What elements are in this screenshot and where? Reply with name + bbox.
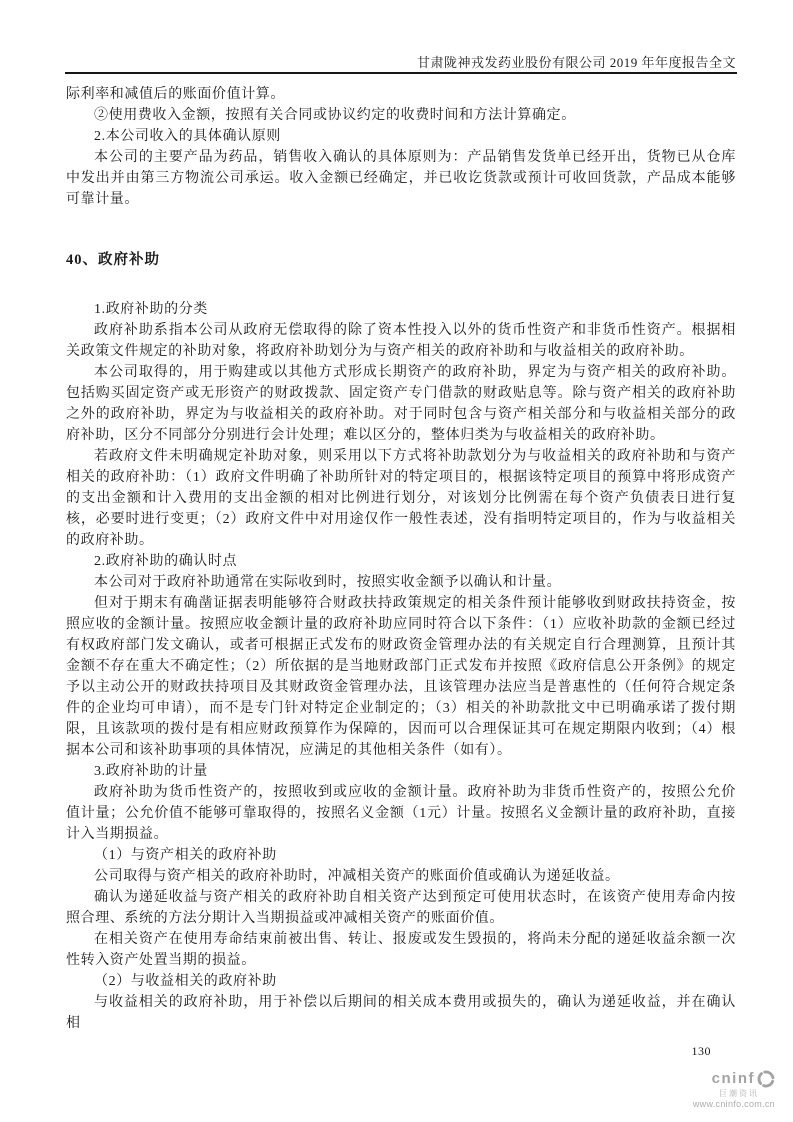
paragraph: 际利率和减值后的账面价值计算。 [66,87,285,102]
document-body [66,84,736,1034]
paragraph: 2.本公司收入的具体确认原则 [94,129,281,144]
paragraph: （1）与资产相关的政府补助 [94,848,277,863]
paragraph: 若政府文件未明确规定补助对象，则采用以下方式将补助款划分为与收益相关的政府补助和与资产相关的政府补助：（1）政府文件明确了补助所针对的特定项目的，根据该特定项目的预算中将形成资产的支出金额和计入费用的支出金额的相对比例进行划分，对该划分比例需在每个资产负债表日进行复核，必要时进行变更；（2）政府文件中对用途仅作一般性表述，没有指明特定项目的，作为与收益相关的政府补助。 [66,449,736,548]
paragraph: 3.政府补助的计量 [94,764,208,779]
paragraph: 在相关资产在使用寿命结束前被出售、转让、报废或发生毁损的，将尚未分配的递延收益余额一次性转入资产处置当期的损益。 [66,932,736,968]
paragraph: 2.政府补助的确认时点 [94,554,238,569]
paragraph: 1.政府补助的分类 [94,302,208,317]
paragraph: 确认为递延收益与资产相关的政府补助自相关资产达到预定可使用状态时，在该资产使用寿命内按照合理、系统的方法分期计入当期损益或冲减相关资产的账面价值。 [66,890,736,926]
paragraph: 政府补助为货币性资产的，按照收到或应收的金额计量。政府补助为非货币性资产的，按照公允价值计量；公允价值不能够可靠取得的，按照名义金额（1元）计量。按照名义金额计量的政府补助，直接计入当期损益。 [66,785,736,842]
paragraph: 与收益相关的政府补助，用于补偿以后期间的相关成本费用或损失的，确认为递延收益，并在确认相 [66,995,736,1031]
cninfo-swirl-icon [757,1070,775,1088]
paragraph: 政府补助系指本公司从政府无偿取得的除了资本性投入以外的货币性资产和非货币性资产。根据相关政策文件规定的补助对象，将政府补助划分为与资产相关的政府补助和与收益相关的政府补助。 [66,323,736,359]
paragraph: 本公司的主要产品为药品，销售收入确认的具体原则为：产品销售发货单已经开出，货物已从仓库中发出并由第三方物流公司承运。收入金额已经确定，并已收讫货款或预计可收回货款，产品成本能够可靠计量。 [66,150,736,207]
paragraph: ②使用费收入金额，按照有关合同或协议约定的收费时间和方法计算确定。 [94,108,576,123]
header-title: 甘肃陇神戎发药业股份有限公司 2019 年年度报告全文 [416,55,736,70]
cninfo-url: www.cninfo.com.cn [692,1099,775,1109]
cninfo-brand-text: cninf [711,1070,755,1087]
paragraph: 本公司取得的，用于购建或以其他方式形成长期资产的政府补助，界定为与资产相关的政府补助。包括购买固定资产或无形资产的财政拨款、固定资产专门借款的财政贴息等。除与资产相关的政府补助之外的政府补助，界定为与收益相关的政府补助。对于同时包含与资产相关部分和与收益相关部分的政府补助，区分不同部分分别进行会计处理；难以区分的，整体归类为与收益相关的政府补助。 [66,365,736,443]
paragraph: 但对于期末有确凿证据表明能够符合财政扶持政策规定的相关条件预计能够收到财政扶持资金，按照应收的金额计量。按照应收金额计量的政府补助应同时符合以下条件：（1）应收补助款的金额已经过有权政府部门发文确认，或者可根据正式发布的财政资金管理办法的有关规定自行合理测算，且预计其金额不存在重大不确定性；（2）所依据的是当地财政部门正式发布并按照《政府信息公开条例》的规定予以主动公开的财政扶持项目及其财政资金管理办法，且该管理办法应当是普惠性的（任何符合规定条件的企业均可申请），而不是专门针对特定企业制定的；（3）相关的补助款批文中已明确承诺了拨付期限，且该款项的拨付是有相应财政预算作为保障的，因而可以合理保证其可在规定期限内收到；（4）根据本公司和该补助事项的具体情况，应满足的其他相关条件（如有）。 [66,596,736,758]
paragraph: 本公司对于政府补助通常在实际收到时，按照实收金额予以确认和计量。 [94,575,562,590]
section-heading: 40、政府补助 [66,252,160,268]
header-rule [65,72,737,74]
cninfo-logo [693,1070,775,1109]
page-header [66,52,736,71]
paragraph: （2）与收益相关的政府补助 [94,974,277,989]
cninfo-subtitle: 巨潮资讯 [719,1089,759,1098]
page-number: 130 [691,1044,711,1058]
paragraph: 公司取得与资产相关的政府补助时，冲减相关资产的账面价值或确认为递延收益。 [94,869,620,884]
cninfo-logo-row [712,1070,775,1088]
